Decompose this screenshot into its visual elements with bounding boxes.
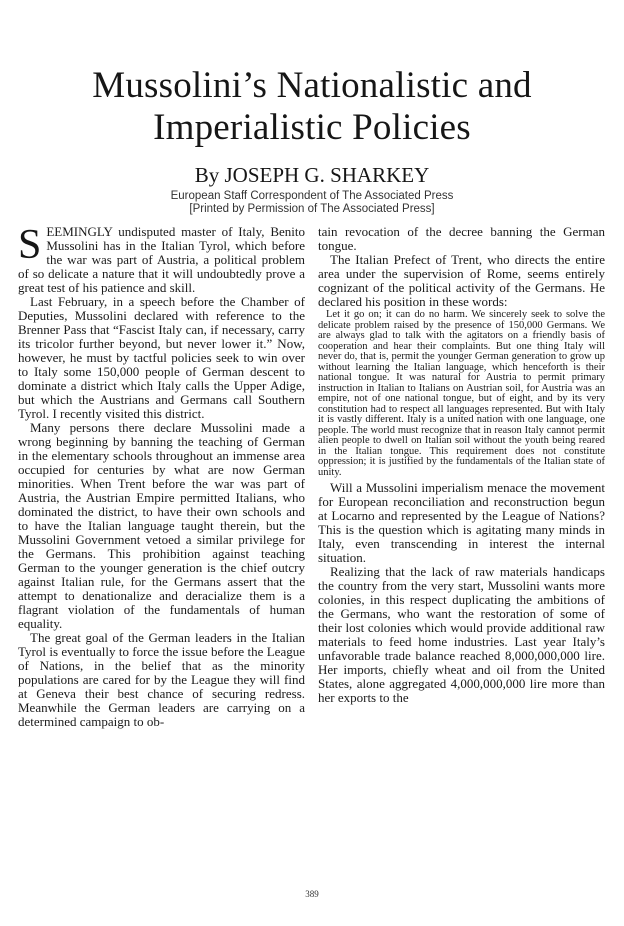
right-paragraph-3: Will a Mussolini imperialism menace the movement for European reconciliation and reconstruction begun at Locarno and represented by the League of Nations? This is the question which is agitating many minds in Italy, even transcending in interest the internal situation. xyxy=(318,480,605,565)
left-paragraph-1-text: EEMINGLY undisputed master of Italy, Benito Mussolini has in the Italian Tyrol, which before the war was part of Austria, a political problem of so delicate a nature that it will undoubtedly prove a great test of his patience and skill. xyxy=(18,224,305,295)
article-title-line-2: Imperialistic Policies xyxy=(153,107,471,148)
prefect-quote: Let it go on; it can do no harm. We sincerely seek to solve the delicate problem raised by the presence of 150,000 Germans. We are always glad to talk with the agitators on a friendly basis of cooperation and hear their complaints. But one thing Italy will never do, that is, permit the younger German generation to grow up without learning the Italian language, which henceforth is their national tongue. It was natural for Austria to permit primary instruction in Italian to Italians on Austrian soil, for Austria was an empire, not of one national tongue, but of eight, and by its very constitution had to respect all languages represented. But with Italy it is vastly different. Italy is a united nation with one language, one people. The world must recognize that in reason Italy cannot permit alien people to dwell on Italian soil without the youth being reared in the Italian tongue. This requirement does not constitute oppression; it is justified by the fundamentals of the Italian state of unity. xyxy=(318,309,605,478)
right-paragraph-4: Realizing that the lack of raw materials handicaps the country from the very start, Mussolini wants more colonies, in this respect duplicating the ambitions of the Germans, who want the restoration of some of their lost colonies which would provide additional raw materials to feed home industries. Last year Italy’s unfavorable trade balance reached 8,000,000,000 lire. Her imports, chiefly wheat and oil from the United States, alone aggregated 4,000,000,000 lire more than her exports to the xyxy=(318,564,605,705)
permission-note: [Printed by Permission of The Associated Press] xyxy=(189,203,435,215)
left-column xyxy=(18,222,305,729)
author-byline: By JOSEPH G. SHARKEY xyxy=(194,163,430,187)
right-paragraph-2: The Italian Prefect of Trent, who directs the entire area under the supervision of Rome, seems entirely cognizant of the political activity of the Germans. He declared his position in these words: xyxy=(318,252,605,309)
author-credit: European Staff Correspondent of The Associated Press xyxy=(170,190,454,202)
drop-cap: S xyxy=(18,222,42,268)
page-number: 389 xyxy=(305,889,319,899)
left-paragraph-1 xyxy=(18,222,305,295)
left-paragraph-2: Last February, in a speech before the Chamber of Deputies, Mussolini declared with reference to the Brenner Pass that “Fascist Italy can, if necessary, carry its tricolor further beyond, but never lower it.” Now, however, he must by tactful policies seek to win over to Italy some 150,000 people of German descent to dominate a district which Italy calls the Upper Adige, but which the Austrians and Germans call Southern Tyrol. I recently visited this district. xyxy=(18,294,305,421)
right-paragraph-1: tain revocation of the decree banning the German tongue. xyxy=(318,224,605,253)
left-paragraph-3: Many persons there declare Mussolini made a wrong beginning by banning the teaching of German in the elementary schools throughout an immense area occupied for centuries by what are now German minorities. When Trent before the war was part of Austria, the Austrian Empire permitted Italians, who dominated the district, to have their own schools and to have the Italian language taught therein, but the Mussolini Government vetoed a similar privilege for the Germans. This prohibition against teaching German to the younger generation is the chief outcry against Italian rule, for the Germans assert that the attempt to denationalize and deracialize them is a flagrant violation of the fundamentals of human equality. xyxy=(18,420,305,631)
right-column xyxy=(318,225,605,705)
left-paragraph-4: The great goal of the German leaders in the Italian Tyrol is eventually to force the issue before the League of Nations, in the belief that as the minority populations are cared for by the League they will find at Geneva their best chance of securing redress. Meanwhile the German leaders are carrying on a determined campaign to ob- xyxy=(18,630,305,729)
article-title-line-1: Mussolini’s Nationalistic and xyxy=(92,65,532,106)
